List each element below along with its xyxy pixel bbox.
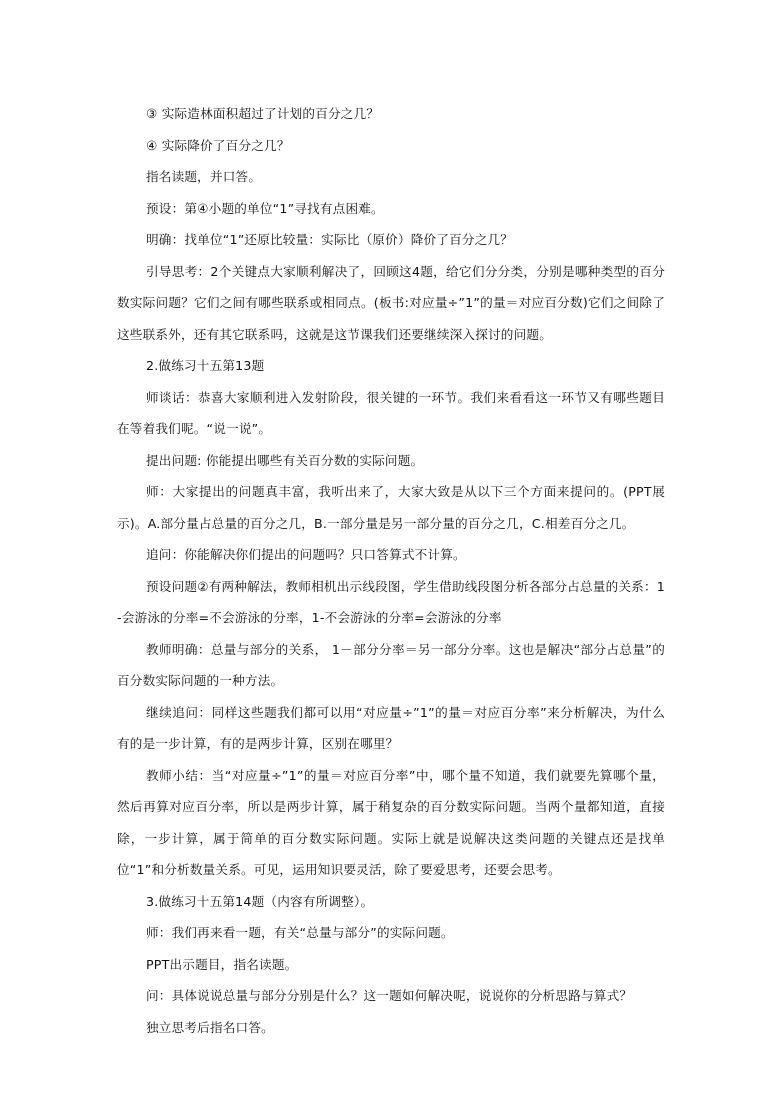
follow-up-question: 追问：你能解决你们提出的问题吗？只口答算式不计算。: [146, 547, 466, 562]
document-body: [117, 98, 665, 1043]
teacher-next-problem: 师：我们再来看一题，有关“总量与部分”的实际问题。: [146, 925, 454, 940]
section-heading-2: 2.做练习十五第13题: [146, 358, 265, 373]
teacher-clarify: 教师明确：总量与部分的关系， 1－部分分率＝另一部分分率。这也是解决“部分占总量”的百分数实际问题的一种方法。: [117, 641, 665, 688]
continue-question: 继续追问：同样这些题我们都可以用“对应量÷”1”的量＝对应百分率”来分析解决，为什么有的是一步计算，有的是两步计算，区别在哪里？: [117, 704, 665, 751]
preset-problem-2: 预设问题②有两种解法，教师相机出示线段图，学生借助线段图分析各部分占总量的关系：1-会游泳的分率=不会游泳的分率，1-不会游泳的分率=会游泳的分率: [117, 578, 665, 625]
read-instruction: 指名读题，并口答。: [146, 169, 262, 184]
teacher-talk: 师谈话：恭喜大家顺利进入发射阶段，很关键的一环节。我们来看看这一环节又有哪些题目在等着我们呢。“说一说”。: [117, 389, 665, 436]
section-heading-3: 3.做练习十五第14题（内容有所调整）。: [146, 893, 374, 909]
teacher-conclusion: 教师小结：当“对应量÷”1”的量＝对应百分率”中，哪个量不知道，我们就要先算哪个量，然后再算对应百分率，所以是两步计算，属于稍复杂的百分数实际问题。当两个量都知道，直接除，一步计算，属于简单的百分数实际问题。实际上就是说解决这类问题的关键点还是找单位“1”和分析数量关系。可见，运用知识要灵活，除了要爱思考，还要会思考。: [117, 767, 665, 877]
teacher-summary-questions: 师：大家提出的问题真丰富，我听出来了，大家大致是从以下三个方面来提问的。(PPT展示)。A.部分量占总量的百分之几，B.一部分量是另一部分量的百分之几，C.相差百分之几。: [117, 484, 665, 531]
guided-thinking: 引导思考：2个关键点大家顺利解决了，回顾这4题，给它们分分类，分别是哪种类型的百分数实际问题？它们之间有哪些联系或相同点。(板书:对应量÷”1”的量＝对应百分数)它们之间除了这些联系外，还有其它联系吗，这就是这节课我们还要继续深入探讨的问题。: [117, 263, 665, 342]
question-analysis: 问：具体说说总量与部分分别是什么？这一题如何解决呢，说说你的分析思路与算式？: [146, 988, 633, 1003]
preset-note: 预设：第④小题的单位“1”寻找有点困难。: [146, 200, 384, 216]
question-4: ④ 实际降价了百分之几？: [146, 137, 290, 153]
raise-question: 提出问题: 你能提出哪些有关百分数的实际问题。: [146, 452, 424, 468]
ppt-show-problem: PPT出示题目，指名读题。: [146, 956, 298, 972]
independent-thinking: 独立思考后指名口答。: [146, 1019, 274, 1035]
clarify-note: 明确：找单位“1”还原比较量：实际比（原价）降价了百分之几？: [146, 232, 514, 247]
question-3: ③ 实际造林面积超过了计划的百分之几？: [146, 106, 380, 121]
